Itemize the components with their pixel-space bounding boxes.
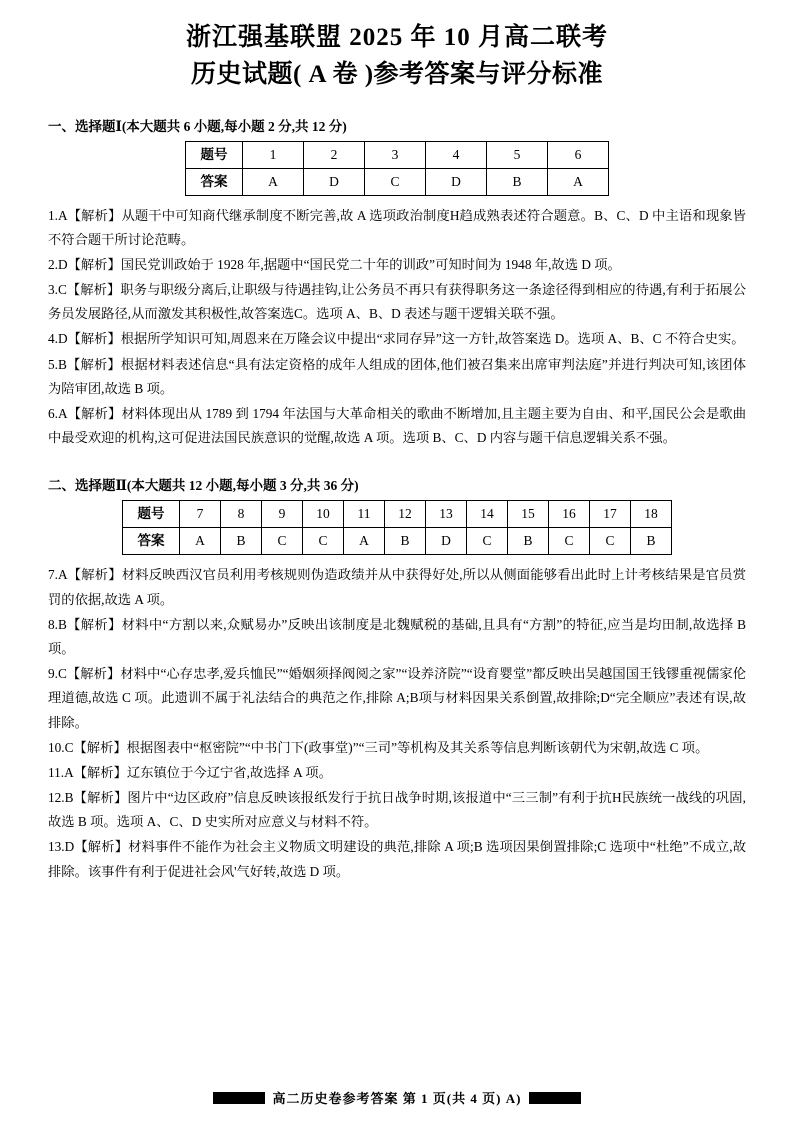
- answer-value: C: [262, 528, 303, 555]
- question-number: 11: [344, 501, 385, 528]
- section-2-heading: 二、选择题Ⅱ(本大题共 12 小题,每小题 3 分,共 36 分): [48, 478, 359, 494]
- question-number: 13: [426, 501, 467, 528]
- table-row: [123, 501, 672, 528]
- answer-table-section-1: [185, 141, 609, 196]
- explanation-item: 9.C【解析】材料中“心存忠孝,爱兵恤民”“婚姻须择阀阅之家”“设养济院”“设育婴堂”都反映出吴越国国王钱镠重视儒家伦理道德,故选 C 项。此遗训不属于礼法结合的典范之作,排除 A;B项与材料因果关系倒置,故排除;D“完全顺应”表述有误,故排除。: [48, 666, 746, 730]
- table-row: [186, 168, 609, 195]
- answer-value: D: [426, 528, 467, 555]
- question-number: 2: [304, 141, 365, 168]
- question-number: 8: [221, 501, 262, 528]
- question-number: 1: [243, 141, 304, 168]
- answer-value: C: [590, 528, 631, 555]
- footer-text: 高二历史卷参考答案 第 1 页(共 4 页) A): [272, 1091, 522, 1106]
- explanation-item: 10.C【解析】根据图表中“枢密院”“中书门下(政事堂)”“三司”等机构及其关系等信息判断该朝代为宋朝,故选 C 项。: [48, 739, 709, 755]
- question-number: 3: [365, 141, 426, 168]
- explanation-item: 13.D【解析】材料事件不能作为社会主义物质文明建设的典范,排除 A 项;B 选项因果倒置排除;C 选项中“杜绝”不成立,故排除。该事件有利于促进社会风'气好转,故选 D 项。: [48, 839, 746, 879]
- explanation-item: 1.A【解析】从题干中可知商代继承制度不断完善,故 A 选项政治制度H趋成熟表述符合题意。B、C、D 中主语和现象皆不符合题干所讨论范畴。: [48, 207, 746, 247]
- explanation-item: 8.B【解析】材料中“方割以来,众赋易办”反映出该制度是北魏赋税的基础,且具有“方割”的特征,应当是均田制,故选择 B 项。: [48, 616, 746, 656]
- page-title-line2: 历史试题( A 卷 )参考答案与评分标准: [190, 61, 604, 89]
- question-number: 12: [385, 501, 426, 528]
- row-label-answer: 答案: [186, 168, 243, 195]
- table-row: [123, 528, 672, 555]
- explanation-item: 5.B【解析】根据材料表述信息“具有法定资格的成年人组成的团体,他们被召集来出席审判法庭”并进行判决可知,该团体为陪审团,故选 B 项。: [48, 356, 746, 396]
- explanation-item: 6.A【解析】材料体现出从 1789 到 1794 年法国与大革命相关的歌曲不断增加,且主题主要为自由、和平,国民公会是歌曲中最受欢迎的机构,这可促进法国民族意识的觉醒,故选 A 项。选项 B、C、D 内容与题干信息逻辑关系不强。: [48, 406, 746, 446]
- answer-value: A: [344, 528, 385, 555]
- explanation-item: 3.C【解析】职务与职级分离后,让职级与待遇挂钩,让公务员不再只有获得职务这一条途径得到相应的待遇,有利于拓展公务员发展路径,从而激发其积极性,故答案选C。选项 A、B、D 表述与题干逻辑关联不强。: [48, 282, 746, 322]
- row-label-question: 题号: [123, 501, 180, 528]
- question-number: 16: [549, 501, 590, 528]
- explanation-item: 11.A【解析】辽东镇位于今辽宁省,故选择 A 项。: [48, 764, 332, 780]
- answer-value: B: [631, 528, 672, 555]
- question-number: 17: [590, 501, 631, 528]
- page-title-line1: 浙江强基联盟 2025 年 10 月高二联考: [185, 24, 608, 51]
- answer-value: B: [487, 168, 548, 195]
- explanation-item: 12.B【解析】图片中“边区政府”信息反映该报纸发行于抗日战争时期,该报道中“三三制”有利于抗H民族统一战线的巩固,故选 B 项。选项 A、C、D 史实所对应意义与材料不符。: [48, 790, 746, 830]
- question-number: 5: [487, 141, 548, 168]
- answer-table-section-2: [122, 500, 672, 555]
- answer-value: A: [548, 168, 609, 195]
- page-footer: [0, 1088, 794, 1107]
- footer-decoration-left: [213, 1092, 265, 1104]
- answer-value: A: [180, 528, 221, 555]
- answer-value: C: [365, 168, 426, 195]
- question-number: 10: [303, 501, 344, 528]
- answer-value: D: [426, 168, 487, 195]
- explanation-item: 2.D【解析】国民党训政始于 1928 年,据题中“国民党二十年的训政”可知时间为 1948 年,故选 D 项。: [48, 256, 621, 272]
- answer-value: D: [304, 168, 365, 195]
- answer-value: B: [221, 528, 262, 555]
- answer-value: B: [508, 528, 549, 555]
- table-row: [186, 141, 609, 168]
- answer-value: C: [467, 528, 508, 555]
- question-number: 9: [262, 501, 303, 528]
- question-number: 6: [548, 141, 609, 168]
- answer-value: A: [243, 168, 304, 195]
- row-label-question: 题号: [186, 141, 243, 168]
- question-number: 18: [631, 501, 672, 528]
- section-1-heading: 一、选择题Ⅰ(本大题共 6 小题,每小题 2 分,共 12 分): [48, 118, 347, 134]
- answer-value: C: [549, 528, 590, 555]
- question-number: 4: [426, 141, 487, 168]
- question-number: 15: [508, 501, 549, 528]
- explanation-item: 7.A【解析】材料反映西汉官员利用考核规则伪造政绩并从中获得好处,所以从侧面能够看出此时上计考核结果是官员赏罚的依据,故选 A 项。: [48, 567, 746, 607]
- answer-value: C: [303, 528, 344, 555]
- question-number: 14: [467, 501, 508, 528]
- explanation-item: 4.D【解析】根据所学知识可知,周恩来在万隆会议中提出“求同存异”这一方针,故答案选 D。选项 A、B、C 不符合史实。: [48, 331, 745, 347]
- row-label-answer: 答案: [123, 528, 180, 555]
- question-number: 7: [180, 501, 221, 528]
- answer-value: B: [385, 528, 426, 555]
- footer-decoration-right: [529, 1092, 581, 1104]
